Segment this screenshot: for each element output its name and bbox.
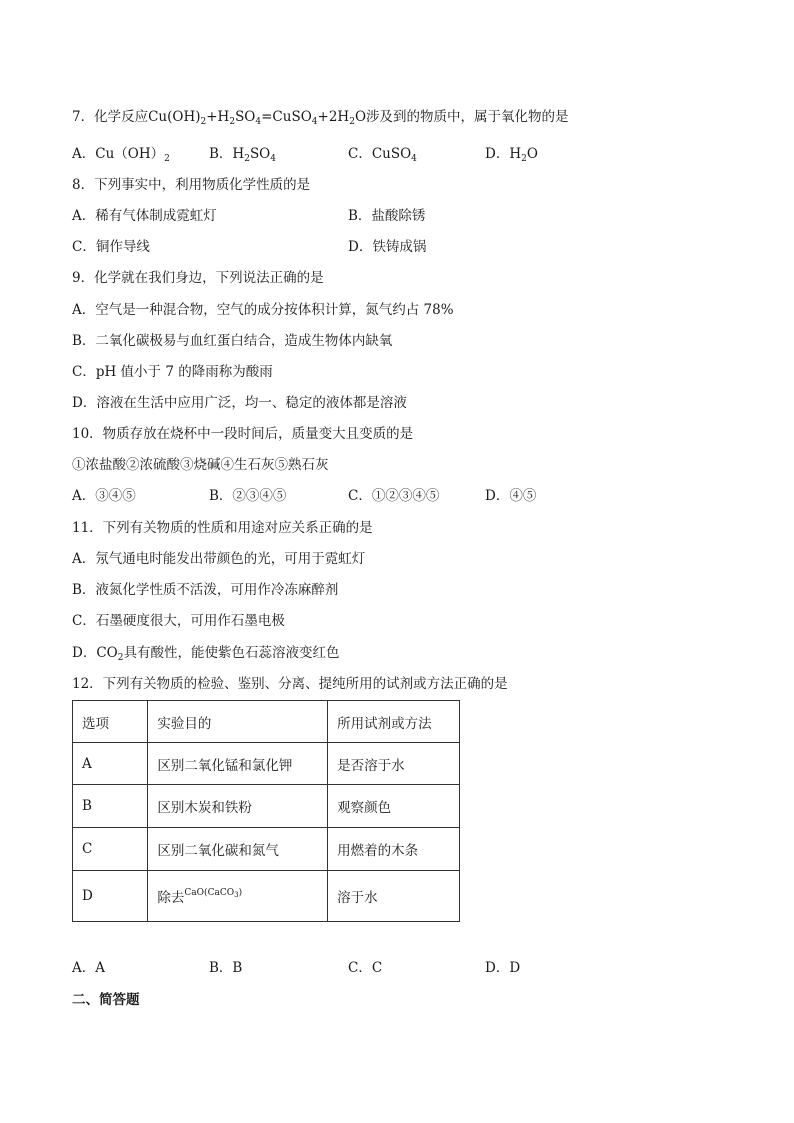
q11-stem: 11．下列有关物质的性质和用途对应关系正确的是 [72, 520, 373, 536]
table-cell: 是否溶于水 [328, 743, 460, 785]
q8-option-c[interactable]: C．铜作导线 [72, 239, 150, 255]
q12-option-c[interactable]: C．C [348, 960, 383, 976]
q7-options [72, 145, 632, 163]
table-cell: 除去$^{CaO(CaCO_3)}$ [148, 871, 328, 922]
q10-options [72, 487, 632, 505]
q8-option-b[interactable]: B．盐酸除锈 [348, 208, 426, 224]
q12-option-a[interactable]: A．A [72, 960, 105, 976]
table-cell: 区别二氧化锰和氯化钾 [148, 743, 328, 785]
table-row [73, 743, 460, 785]
q9-option-b[interactable]: B．二氧化碳极易与血红蛋白结合，造成生物体内缺氧 [72, 333, 393, 349]
q12-options [72, 959, 632, 977]
q10-option-a[interactable]: A．③④⑤ [72, 488, 136, 504]
q8-stem: 8．下列事实中，利用物质化学性质的是 [72, 177, 311, 193]
q10-option-c[interactable]: C．①②③④⑤ [348, 488, 440, 504]
table-row [73, 871, 460, 922]
table-cell: 区别二氧化碳和氮气 [148, 828, 328, 871]
section-title: 二、简答题 [72, 992, 140, 1008]
table-cell: 观察颜色 [328, 785, 460, 828]
q12-option-b[interactable]: B．B [209, 960, 243, 976]
q7-option-d[interactable]: D．$H_2O$ [485, 146, 538, 164]
table-header-cell: 所用试剂或方法 [328, 701, 460, 743]
q7-stem [72, 108, 569, 126]
table-cell: 溶于水 [328, 871, 460, 922]
q7-suffix: 涉及到的物质中，属于氧化物的是 [366, 109, 569, 125]
q8-options-row2 [72, 238, 632, 256]
table-cell: A [73, 743, 148, 785]
q9-option-a[interactable]: A．空气是一种混合物，空气的成分按体积计算，氮气约占 78% [72, 302, 454, 318]
q10-items: ①浓盐酸②浓硫酸③烧碱④生石灰⑤熟石灰 [72, 457, 329, 473]
q11-option-d[interactable]: D．$CO_2$具有酸性，能使紫色石蕊溶液变红色 [72, 645, 340, 663]
q12-table [72, 700, 460, 922]
q9-stem: 9．化学就在我们身边，下列说法正确的是 [72, 270, 324, 286]
table-header-cell: 选项 [73, 701, 148, 743]
table-cell: 区别木炭和铁粉 [148, 785, 328, 828]
q7-option-a[interactable]: A．$Cu(OH)_2$ [72, 146, 170, 164]
q12-option-d[interactable]: D．D [485, 960, 521, 976]
q12-stem: 12．下列有关物质的检验、鉴别、分离、提纯所用的试剂或方法正确的是 [72, 676, 508, 692]
table-cell: B [73, 785, 148, 828]
q10-option-d[interactable]: D．④⑤ [485, 488, 537, 504]
table-row [73, 785, 460, 828]
q10-option-b[interactable]: B．②③④⑤ [209, 488, 287, 504]
q11-option-b[interactable]: B．液氮化学性质不活泼，可用作冷冻麻醉剂 [72, 582, 339, 598]
table-cell: C [73, 828, 148, 871]
q7-option-b[interactable]: B．$H_2SO_4$ [209, 146, 276, 164]
q7-prefix: 7．化学反应 [72, 109, 149, 125]
q9-option-c[interactable]: C．pH 值小于 7 的降雨称为酸雨 [72, 364, 273, 380]
table-header-row [73, 701, 460, 743]
q7-equation: $Cu(OH)_2+H_2SO_4=CuSO_4+2H_2O$ [148, 109, 367, 127]
q8-options-row1 [72, 207, 632, 225]
table-row [73, 828, 460, 871]
q11-option-c[interactable]: C．石墨硬度很大，可用作石墨电极 [72, 613, 285, 629]
q11-option-a[interactable]: A．氖气通电时能发出带颜色的光，可用于霓虹灯 [72, 551, 366, 567]
formula-cao-caco3: CaO(CaCO3) [184, 888, 243, 899]
q10-stem: 10．物质存放在烧杯中一段时间后，质量变大且变质的是 [72, 426, 414, 442]
q7-option-c[interactable]: C．CuSO$_4$ [348, 146, 417, 164]
table-cell: D [73, 871, 148, 922]
q9-option-d[interactable]: D．溶液在生活中应用广泛，均一、稳定的液体都是溶液 [72, 395, 407, 411]
q8-option-a[interactable]: A．稀有气体制成霓虹灯 [72, 208, 217, 224]
table-header-cell: 实验目的 [148, 701, 328, 743]
table-cell: 用燃着的木条 [328, 828, 460, 871]
q8-option-d[interactable]: D．铁铸成锅 [348, 239, 427, 255]
